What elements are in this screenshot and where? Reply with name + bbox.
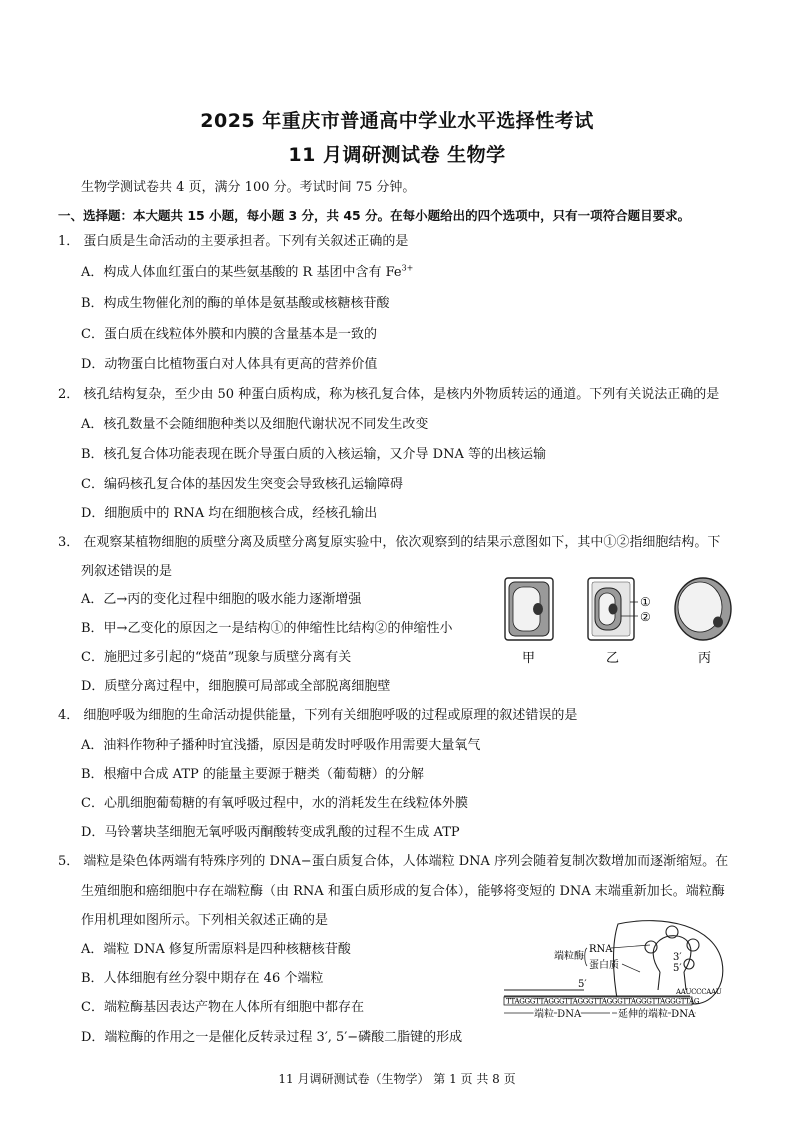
question-3-option-b[interactable]: B．甲→乙变化的原因之一是结构①的伸缩性比结构②的伸缩性小: [81, 621, 453, 636]
question-5-stem-line3: 作用机理如图所示。下列相关叙述正确的是: [81, 913, 329, 928]
fe-charge: 3+: [401, 263, 414, 273]
question-1-stem: 1． 蛋白质是生命活动的主要承担者。下列有关叙述正确的是: [58, 234, 409, 249]
extended-dna-label: 延伸的端粒 DNA: [618, 1009, 696, 1020]
rna-5-prime: 5′: [673, 963, 682, 974]
telomerase-figure: [500, 912, 740, 1024]
question-5-stem-line1: 5． 端粒是染色体两端有特殊序列的 DNA−蛋白质复合体，人体端粒 DNA 序列会随着复制次数增加而逐渐缩短。在: [58, 854, 729, 869]
question-3-stem-line2: 列叙述错误的是: [81, 564, 173, 579]
rna-3-prime: 3′: [673, 952, 682, 963]
telomerase-label: 端粒酶: [554, 951, 584, 962]
plasmolysis-figure: [500, 574, 740, 674]
question-4-option-a[interactable]: A．油料作物种子播种时宜浅播，原因是萌发时呼吸作用需要大量氧气: [81, 738, 481, 753]
dna-5-prime: 5′: [578, 979, 587, 990]
question-1-option-c[interactable]: C．蛋白质在线粒体外膜和内膜的含量基本是一致的: [81, 327, 377, 342]
telomere-dna-label: 端粒 DNA: [534, 1009, 582, 1020]
question-3-stem-line1: 3． 在观察某植物细胞的质壁分离及质壁分离复原实验中，依次观察到的结果示意图如下，其中①②指细胞结构。下: [58, 535, 721, 550]
cell-yi: [588, 578, 638, 640]
label-yi: 乙: [606, 651, 620, 666]
exam-intro: 生物学测试卷共 4 页，满分 100 分。考试时间 75 分钟。: [81, 180, 416, 195]
question-5-stem-line2: 生殖细胞和癌细胞中存在端粒酶（由 RNA 和蛋白质形成的复合体），能够将变短的 DNA 末端重新加长。端粒酶: [81, 884, 725, 899]
question-1-option-a[interactable]: [81, 265, 413, 281]
question-2-option-b[interactable]: B．核孔复合体功能表现在既介导蛋白质的入核运输，又介导 DNA 等的出核运输: [81, 447, 547, 462]
question-1-option-b[interactable]: B．构成生物催化剂的酶的单体是氨基酸或核糖核苷酸: [81, 296, 390, 311]
question-3-option-c[interactable]: C．施肥过多引起的“烧苗”现象与质壁分离有关: [81, 650, 352, 665]
protein-label: 蛋白质: [589, 960, 619, 971]
rna-label: RNA: [589, 944, 613, 955]
page-footer: 11 月调研测试卷（生物学） 第 1 页 共 8 页: [278, 1072, 516, 1086]
question-2-stem: 2． 核孔结构复杂，至少由 50 种蛋白质构成，称为核孔复合体，是核内外物质转运的通道。下列有关说法正确的是: [58, 387, 720, 402]
question-4-stem: 4． 细胞呼吸为细胞的生命活动提供能量，下列有关细胞呼吸的过程或原理的叙述错误的是: [58, 708, 578, 723]
marker-2: ②: [640, 610, 651, 624]
section-heading: 一、选择题：本大题共 15 小题，每小题 3 分，共 45 分。在每小题给出的四个选项中，只有一项符合题目要求。: [58, 208, 691, 223]
question-1-option-d[interactable]: D．动物蛋白比植物蛋白对人体具有更高的营养价值: [81, 357, 378, 372]
question-2-option-d[interactable]: D．细胞质中的 RNA 均在细胞核合成，经核孔输出: [81, 506, 378, 521]
rna-template: AAUCCCAAU: [676, 988, 722, 996]
question-3-option-d[interactable]: D．质壁分离过程中，细胞膜可局部或全部脱离细胞壁: [81, 679, 391, 694]
label-jia: 甲: [522, 651, 536, 666]
cell-jia: [505, 578, 553, 640]
question-4-option-c[interactable]: C．心肌细胞葡萄糖的有氧呼吸过程中，水的消耗发生在线粒体外膜: [81, 796, 468, 811]
page-title: 2025 年重庆市普通高中学业水平选择性考试: [200, 110, 594, 132]
option-a-text: A．构成人体血红蛋白的某些氨基酸的 R 基团中含有 Fe: [81, 265, 402, 280]
label-bing: 丙: [698, 651, 712, 666]
question-5-option-b[interactable]: B．人体细胞有丝分裂中期存在 46 个端粒: [81, 971, 324, 986]
question-4-option-d[interactable]: D．马铃薯块茎细胞无氧呼吸丙酮酸转变成乳酸的过程不生成 ATP: [81, 825, 460, 840]
question-5-option-c[interactable]: C．端粒酶基因表达产物在人体所有细胞中都存在: [81, 1000, 364, 1015]
question-2-option-a[interactable]: A．核孔数量不会随细胞种类以及细胞代谢状况不同发生改变: [81, 417, 429, 432]
question-2-option-c[interactable]: C．编码核孔复合体的基因发生突变会导致核孔运输障碍: [81, 477, 403, 492]
question-4-option-b[interactable]: B．根瘤中合成 ATP 的能量主要源于糖类（葡萄糖）的分解: [81, 767, 424, 782]
marker-1: ①: [640, 595, 651, 609]
page-subtitle: 11 月调研测试卷 生物学: [288, 144, 506, 166]
question-3-option-a[interactable]: A．乙→丙的变化过程中细胞的吸水能力逐渐增强: [81, 592, 362, 607]
cell-bing: [675, 578, 731, 640]
telomere-sequence: TTAGGGTTAGGGTTAGGGTTAGGGTTAGGGTTAGGGTTAG: [506, 997, 700, 1006]
question-5-option-d[interactable]: D．端粒酶的作用之一是催化反转录过程 3′, 5′−磷酸二脂键的形成: [81, 1030, 463, 1045]
question-5-option-a[interactable]: A．端粒 DNA 修复所需原料是四种核糖核苷酸: [81, 942, 351, 957]
